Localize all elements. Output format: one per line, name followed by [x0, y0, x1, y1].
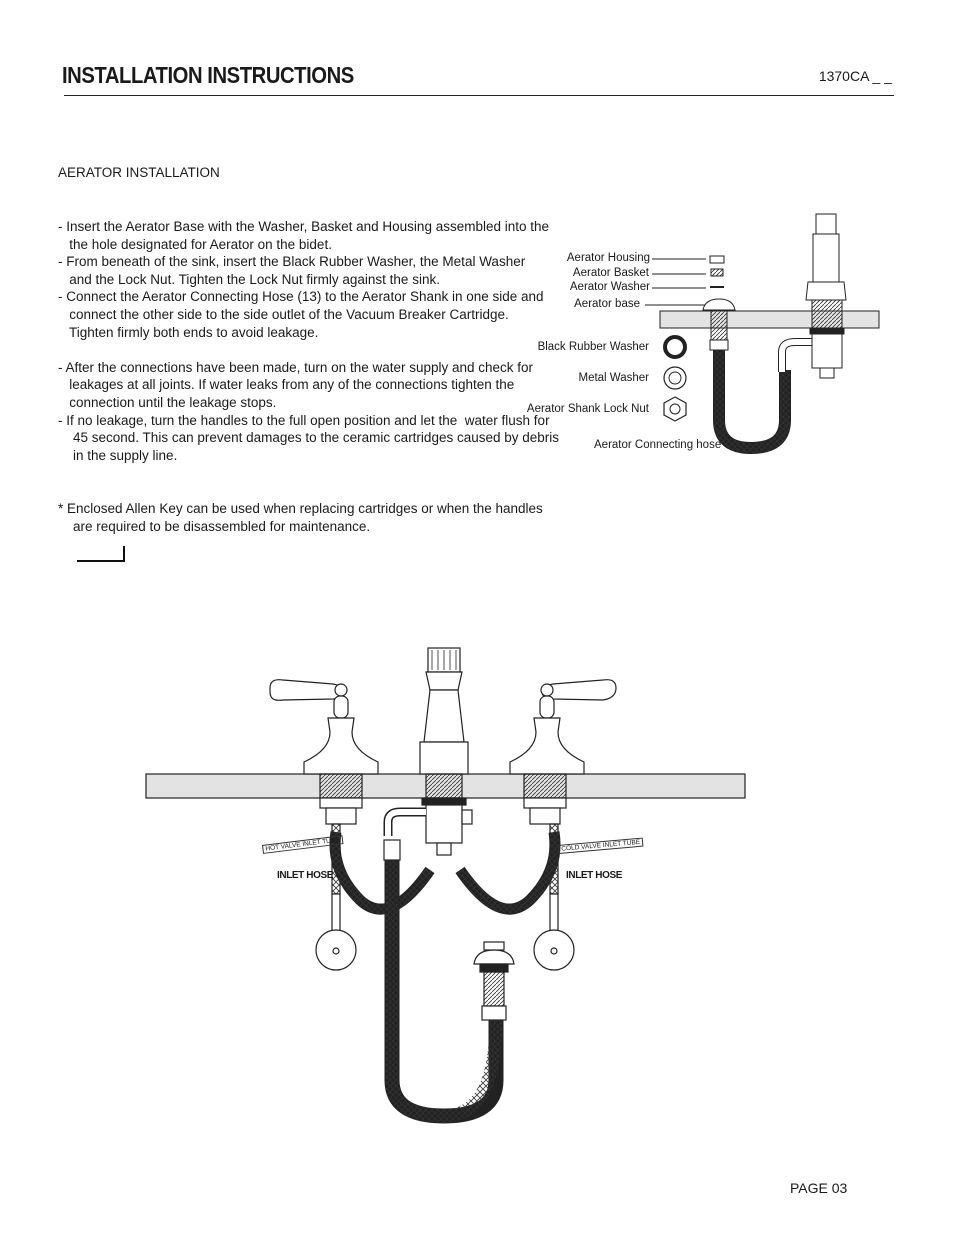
instruction-line: connection until the leakage stops.: [58, 394, 277, 410]
label-connecting-hose: Aerator Connecting hose: [594, 439, 722, 451]
label-cold-valve-inlet-tube: COLD VALVE INLET TUBE: [558, 838, 643, 854]
instruction-line: and the Lock Nut. Tighten the Lock Nut firmly against the sink.: [58, 271, 440, 287]
metal-washer-part: [664, 367, 686, 389]
note-line: * Enclosed Allen Key can be used when replacing cartridges or when the handles: [58, 501, 543, 516]
cold-handle: [510, 680, 616, 970]
instruction-line: - From beneath of the sink, insert the Black Rubber Washer, the Metal Washer: [58, 254, 526, 270]
note-line: are required to be disassembled for maintenance.: [58, 519, 371, 534]
instruction-line: connect the other side to the side outlet of the Vacuum Breaker Cartridge.: [58, 306, 509, 322]
cold-hose-braid: [460, 832, 555, 909]
aerator-assembly: [474, 942, 514, 1020]
hot-handle: [270, 680, 378, 970]
label-hot-valve-inlet-tube: HOT VALVE INLET TUBE: [262, 835, 343, 854]
hot-hose-braid: [335, 832, 430, 909]
aerator-basket-part: [711, 269, 723, 276]
instruction-line: in the supply line.: [58, 447, 178, 463]
instruction-line: Tighten firmly both ends to avoid leakage.: [58, 324, 319, 340]
label-inlet-hose-right: INLET HOSE: [566, 870, 623, 881]
label-black-rubber-washer: Black Rubber Washer: [537, 341, 649, 353]
faucet-assembly-drawing: [146, 648, 745, 1116]
label-inlet-hose-left: INLET HOSE: [277, 870, 334, 881]
instruction-line: - After the connections have been made, turn on the water supply and check for: [58, 359, 534, 375]
deck-plate: [660, 311, 879, 328]
aerator-detail-drawing: [645, 214, 879, 448]
model-number: 1370CA _ _: [818, 68, 892, 84]
label-aerator-housing: Aerator Housing: [566, 252, 650, 264]
instruction-line: leakages at all joints. If water leaks from any of the connections tighten the: [58, 377, 515, 393]
label-aerator-basket: Aerator Basket: [572, 267, 649, 279]
instruction-line: 45 second. This can prevent damages to the ceramic cartridges caused by debris: [58, 430, 560, 446]
instruction-line: - Insert the Aerator Base with the Washer, Basket and Housing assembled into the: [58, 219, 550, 234]
lock-nut-part: [664, 397, 686, 421]
aerator-base-part: [703, 299, 735, 310]
cartridge-cap: [816, 214, 836, 234]
instruction-line: the hole designated for Aerator on the bidet.: [58, 236, 332, 252]
label-metal-washer: Metal Washer: [578, 372, 649, 384]
instruction-line: - If no leakage, turn the handles to the full open position and let the water flush for: [58, 412, 550, 428]
instruction-line: - Connect the Aerator Connecting Hose (13) to the Aerator Shank in one side and: [58, 289, 544, 305]
label-lock-nut: Aerator Shank Lock Nut: [526, 403, 649, 415]
label-aerator-washer: Aerator Washer: [569, 281, 650, 293]
section-heading: AERATOR INSTALLATION: [58, 165, 220, 180]
black-rubber-washer-part: [665, 337, 685, 357]
label-aerator-base: Aerator base: [574, 298, 640, 310]
aerator-housing-part: [710, 256, 724, 263]
vacuum-breaker-cartridge: [388, 648, 472, 855]
page-title: INSTALLATION INSTRUCTIONS: [62, 62, 354, 88]
connecting-hose-braid: [719, 350, 785, 448]
page-number: PAGE 03: [790, 1180, 848, 1196]
